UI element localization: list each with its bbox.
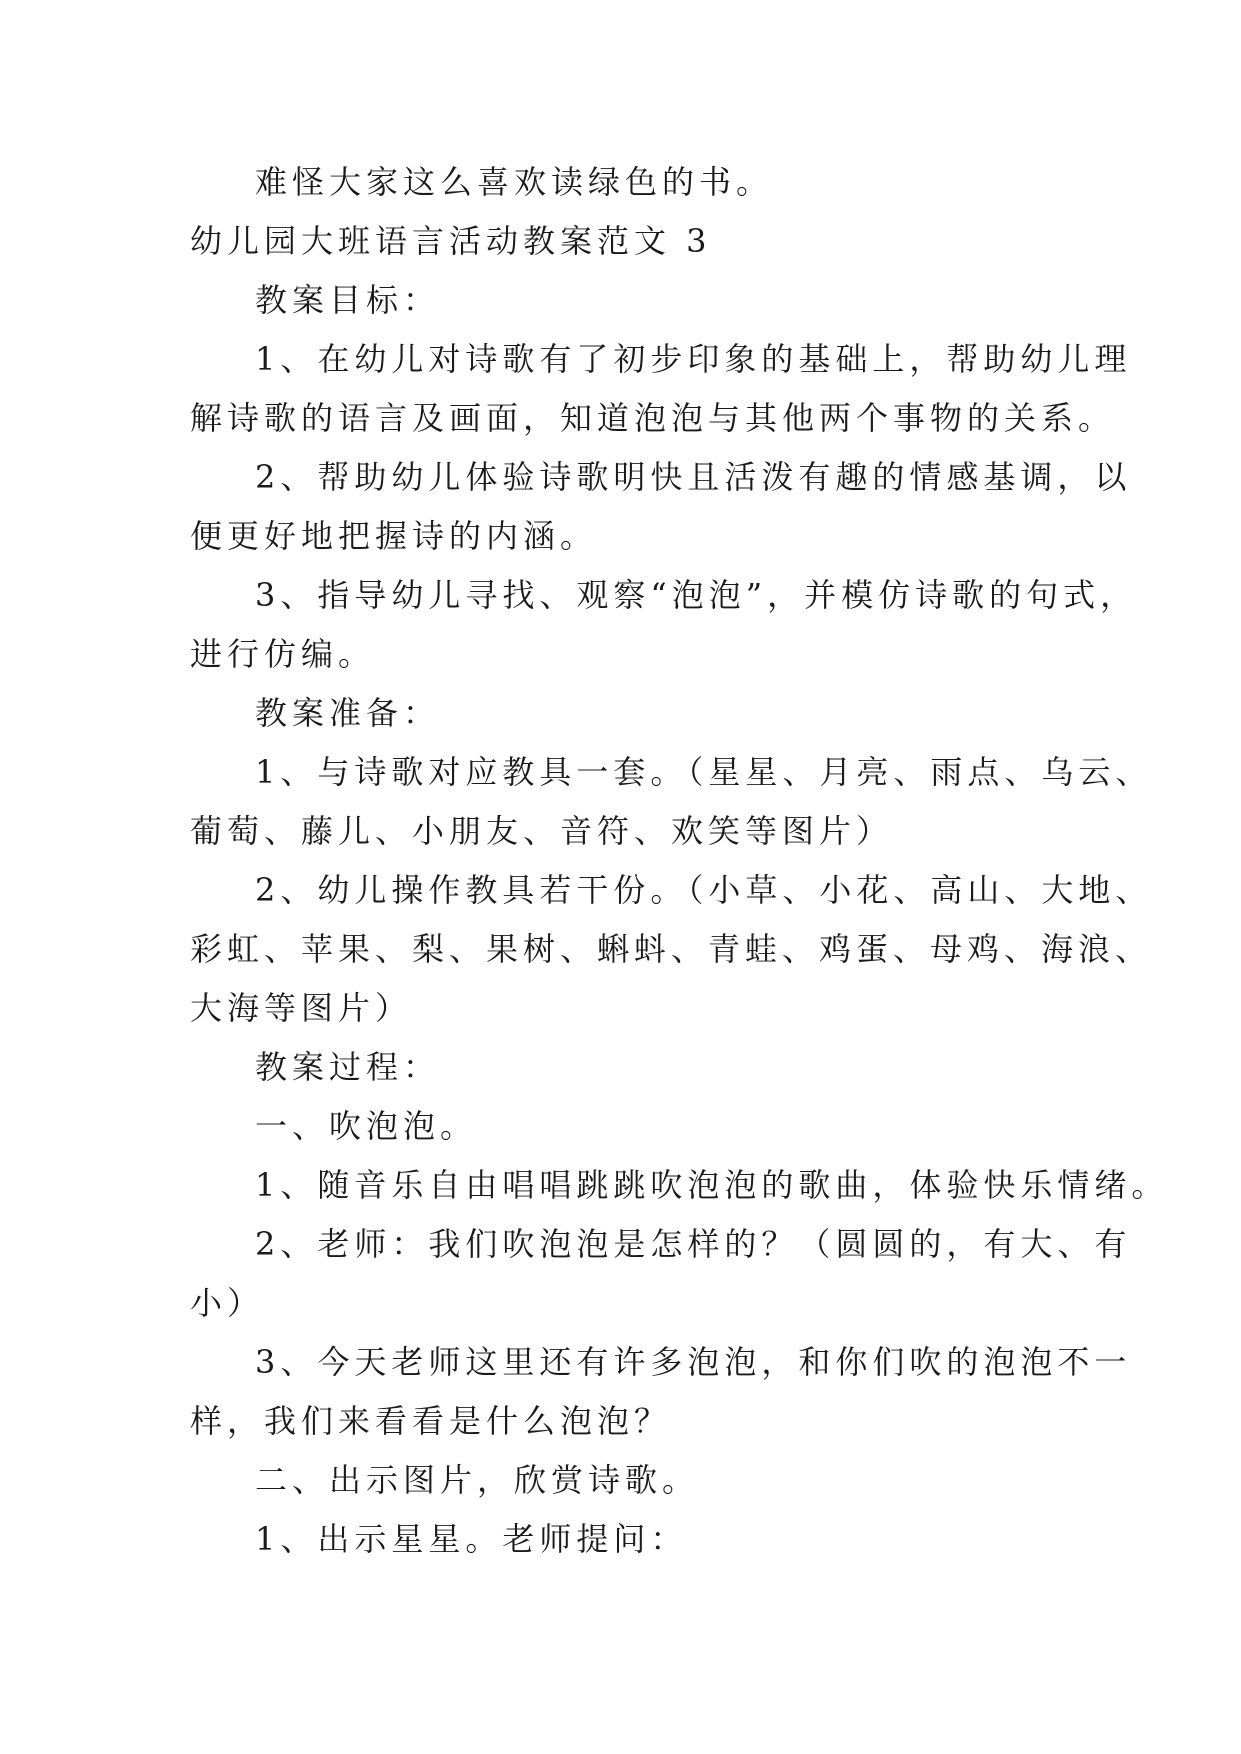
subheading-preparation: 教案准备：	[255, 694, 441, 732]
subheading-process: 教案过程：	[255, 1048, 441, 1086]
text-line: 2、老师：我们吹泡泡是怎样的？（圆圆的，有大、有	[255, 1225, 1132, 1263]
text-line: 1、出示星星。老师提问：	[255, 1520, 688, 1558]
text-line: 样，我们来看看是什么泡泡？	[190, 1402, 672, 1440]
text-line: 1、与诗歌对应教具一套。（星星、月亮、雨点、乌云、	[255, 753, 1153, 791]
text-line: 1、随音乐自由唱唱跳跳吹泡泡的歌曲，体验快乐情绪。	[255, 1166, 1169, 1204]
text-line: 二、出示图片，欣赏诗歌。	[255, 1461, 700, 1499]
text-line: 彩虹、苹果、梨、果树、蝌蚪、青蛙、鸡蛋、母鸡、海浪、	[190, 930, 1153, 968]
text-line: 一、吹泡泡。	[255, 1107, 478, 1145]
text-line: 1、在幼儿对诗歌有了初步印象的基础上，帮助幼儿理	[255, 340, 1132, 378]
text-line: 小）	[190, 1284, 265, 1322]
text-line: 进行仿编。	[190, 635, 376, 673]
text-line: 2、帮助幼儿体验诗歌明快且活泼有趣的情感基调，以	[255, 458, 1132, 496]
text-line: 难怪大家这么喜欢读绿色的书。	[255, 163, 774, 201]
subheading-goals: 教案目标：	[255, 281, 441, 319]
text-line: 3、今天老师这里还有许多泡泡，和你们吹的泡泡不一	[255, 1343, 1132, 1381]
section-heading: 幼儿园大班语言活动教案范文 3	[190, 222, 712, 260]
text-line: 便更好地把握诗的内涵。	[190, 517, 598, 555]
text-line: 2、幼儿操作教具若干份。（小草、小花、高山、大地、	[255, 871, 1153, 909]
text-line: 葡萄、藤儿、小朋友、音符、欢笑等图片）	[190, 812, 894, 850]
text-line: 3、指导幼儿寻找、观察“泡泡”，并模仿诗歌的句式，	[255, 576, 1138, 614]
text-line: 解诗歌的语言及画面，知道泡泡与其他两个事物的关系。	[190, 399, 1116, 437]
text-line: 大海等图片）	[190, 989, 413, 1027]
